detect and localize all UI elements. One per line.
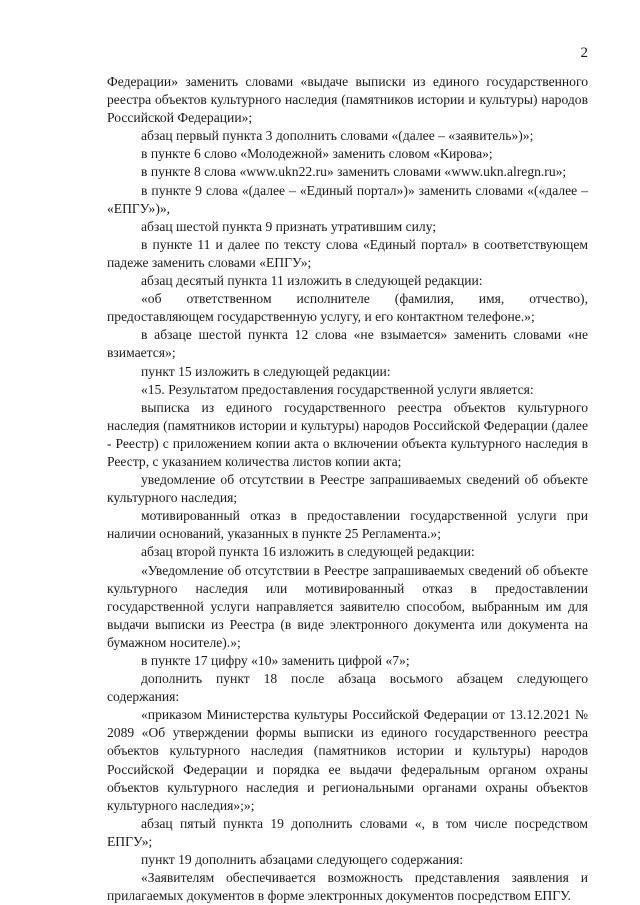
paragraph: дополнить пункт 18 после абзаца восьмого абзацем следующего содержания:	[107, 671, 588, 705]
paragraph: «15. Результатом предоставления государственной услуги является:	[141, 381, 534, 397]
paragraph: уведомление об отсутствии в Реестре запрашиваемых сведений об объекте культурного наследия;	[107, 472, 588, 506]
paragraph: в пункте 9 слова «(далее – «Единый портал»)» заменить словами «(«далее – «ЕПГУ»)»,	[107, 182, 588, 216]
paragraph: в пункте 6 слово «Молодежной» заменить словом «Кирова»;	[141, 146, 493, 162]
paragraph: «приказом Министерства культуры Российской Федерации от 13.12.2021 № 2089 «Об утверждении формы выписки из единого государственного реестра объектов культурного наследия (памятников истории и культуры) народов Российской Федерации и порядка ее выдачи федеральным органом охраны объектов культурного наследия и региональными органами охраны объектов культурного наследия»;»;	[107, 707, 588, 813]
paragraph: абзац пятый пункта 19 дополнить словами «, в том числе посредством ЕПГУ»;	[107, 815, 588, 849]
paragraph: абзац первый пункта 3 дополнить словами «(далее – «заявитель»)»;	[141, 128, 534, 144]
paragraph: «Уведомление об отсутствии в Реестре запрашиваемых сведений об объекте культурного наследия или мотивированный отказ в предоставлении государственной услуги направляется заявителю способом, выбранным им для выдачи выписки из Реестра (в виде электронного документа или документа на бумажном носителе).»;	[107, 562, 588, 650]
page-number: 2	[580, 45, 588, 61]
paragraph: в пункте 17 цифру «10» заменить цифрой «7»;	[141, 653, 410, 668]
paragraph: в абзаце шестой пункта 12 слова «не взымается» заменить словами «не взимается»;	[107, 327, 588, 361]
paragraph: пункт 19 дополнить абзацами следующего содержания:	[141, 852, 464, 868]
paragraph: «об ответственном исполнителе (фамилия, имя, отчество), предоставляющем государственную услугу, и его контактном телефоне.»;	[107, 291, 588, 325]
paragraph: абзац десятый пункта 11 изложить в следующей редакции:	[141, 273, 483, 289]
paragraph: «Заявителям обеспечивается возможность представления заявления и прилагаемых документов в форме электронных документов посредством ЕПГУ.	[107, 870, 588, 904]
paragraph: в пункте 11 и далее по тексту слова «Единый портал» в соответствующем падеже заменить словами «ЕПГУ»;	[107, 236, 588, 270]
paragraph: абзац второй пункта 16 изложить в следующей редакции:	[141, 544, 475, 560]
document-body	[107, 73, 588, 905]
paragraph: мотивированный отказ в предоставлении государственной услуги при наличии оснований, указанных в пункте 25 Регламента.»;	[107, 508, 588, 542]
paragraph: в пункте 8 слова «www.ukn22.ru» заменить словами «www.ukn.alregn.ru»;	[141, 164, 567, 180]
paragraph: Федерации» заменить словами «выдаче выписки из единого государственного реестра объектов культурного наследия (памятников истории и культуры) народов Российской Федерации»;	[107, 74, 588, 126]
paragraph: выписка из единого государственного реестра объектов культурного наследия (памятников истории и культуры) народов Российской Федерации (далее - Реестр) с приложением копии акта о включении объекта культурного наследия в Реестр, с указанием количества листов копии акта;	[107, 399, 588, 469]
paragraph: пункт 15 изложить в следующей редакции:	[141, 363, 391, 379]
paragraph: абзац шестой пункта 9 признать утратившим силу;	[141, 218, 437, 234]
